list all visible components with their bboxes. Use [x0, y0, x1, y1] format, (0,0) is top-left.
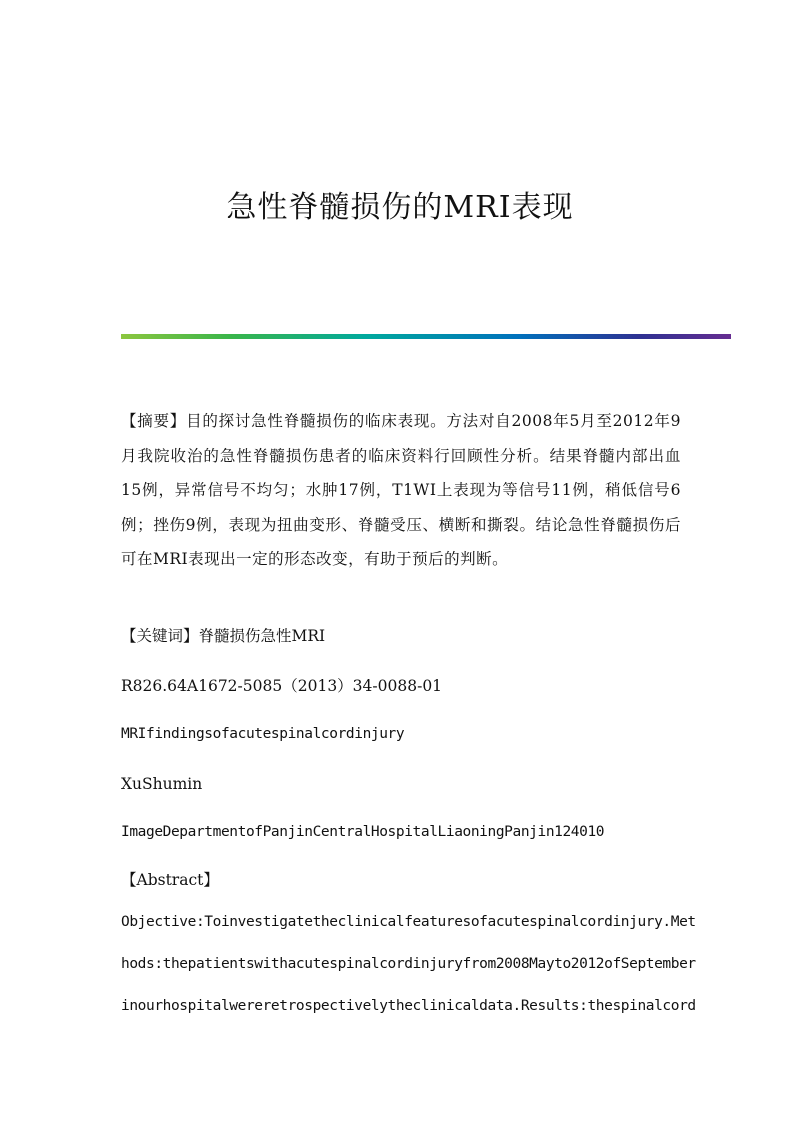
page-title: 急性脊髓损伤的MRI表现 [226, 190, 574, 225]
english-abstract-label: 【Abstract】 [121, 871, 219, 889]
english-title: MRIfindingsofacutespinalcordinjury [121, 726, 405, 742]
author-name: XuShumin [121, 775, 203, 793]
gradient-divider [121, 334, 731, 339]
classification-number: R826.64A1672-5085（2013）34-0088-01 [121, 677, 443, 695]
keywords: 【关键词】脊髓损伤急性MRI [121, 627, 326, 645]
chinese-abstract: 【摘要】目的探讨急性脊髓损伤的临床表现。方法对自2008年5月至2012年9月我院收治的急性脊髓损伤患者的临床资料行回顾性分析。结果脊髓内部出血15例，异常信号不均匀；水肿17例，T1WI上表现为等信号11例，稍低信号6例；挫伤9例，表现为扭曲变形、脊髓受压、横断和撕裂。结论急性脊髓损伤后可在MRI表现出一定的形态改变，有助于预后的判断。 [121, 412, 681, 568]
english-abstract-line: inourhospitalwereretrospectivelytheclinicaldata.Results:thespinalcord [121, 998, 696, 1014]
english-abstract-line: Objective:Toinvestigatetheclinicalfeaturesofacutespinalcordinjury.Met [121, 914, 696, 930]
english-abstract-line: hods:thepatientswithacutespinalcordinjuryfrom2008Mayto2012ofSeptember [121, 956, 696, 972]
author-affiliation: ImageDepartmentofPanjinCentralHospitalLiaoningPanjin124010 [121, 824, 605, 840]
